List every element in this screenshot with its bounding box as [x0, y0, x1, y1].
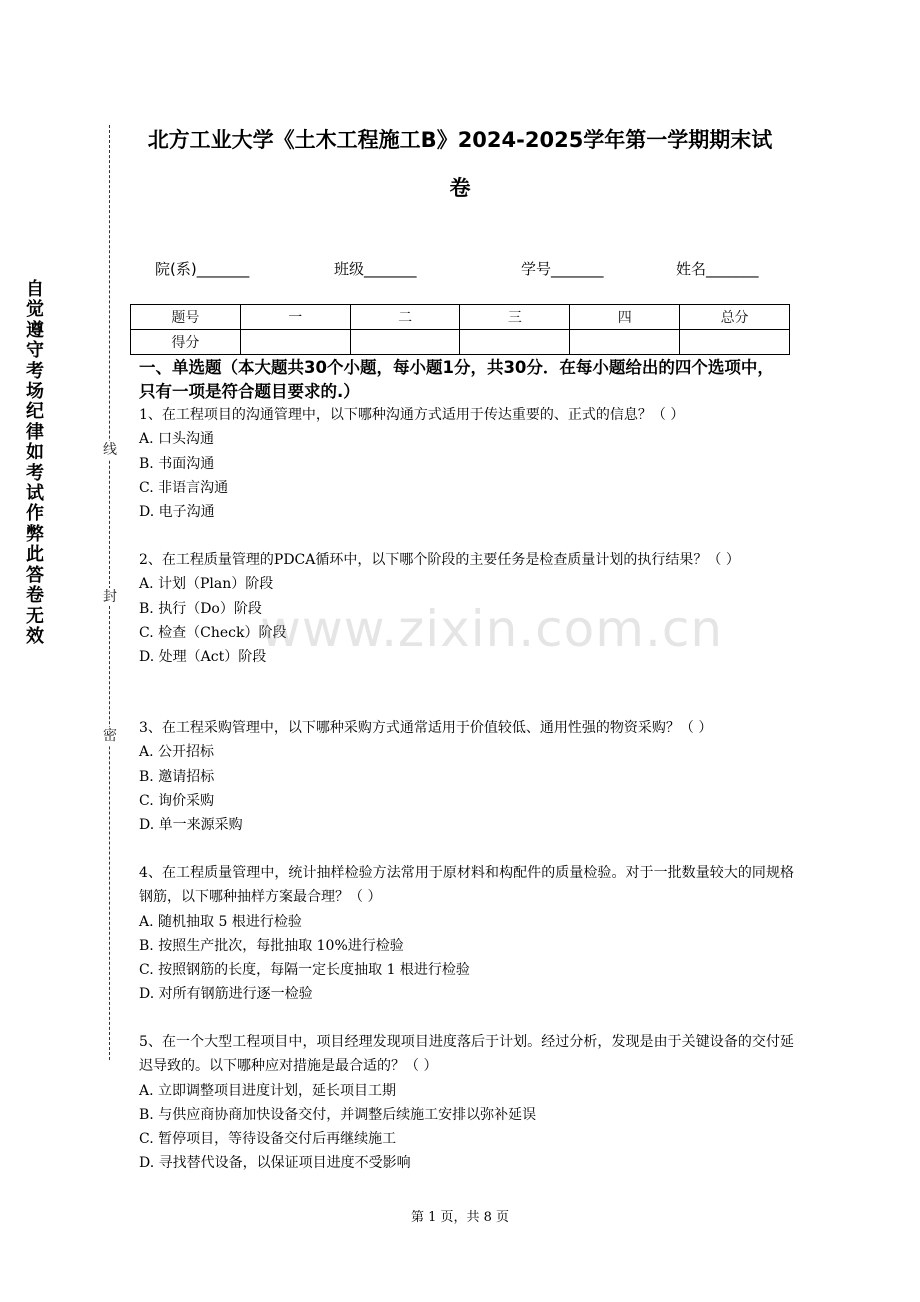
- question-option: D. 寻找替代设备，以保证项目进度不受影响: [139, 1155, 411, 1172]
- section-heading: 一、单选题（本大题共30个小题，每小题1分，共30分．在每小题给出的四个选项中，只有一项是符合题目要求的.）: [139, 358, 774, 401]
- score-table-cell: 总分: [680, 305, 790, 330]
- page-title-line1: 北方工业大学《土木工程施工B》2024-2025学年第一学期期末试: [147, 128, 773, 152]
- department-field: 院(系)_______: [155, 260, 250, 278]
- question-option: A. 计划（Plan）阶段: [139, 576, 274, 593]
- page-footer: 第 1 页，共 8 页: [410, 1210, 510, 1225]
- student-id-field: 学号_______: [521, 260, 604, 278]
- question-stem: 4、在工程质量管理中，统计抽样检验方法常用于原材料和构配件的质量检验。对于一批数量较大的同规格钢筋，以下哪种抽样方案最合理？（ ）: [139, 865, 794, 906]
- question-stem: 2、在工程质量管理的PDCA循环中，以下哪个阶段的主要任务是检查质量计划的执行结果？（ ）: [139, 552, 740, 568]
- exam-discipline-note: 自觉遵守考场纪律如考试作弊此答卷无效: [26, 279, 44, 647]
- score-table-cell: 四: [570, 305, 680, 330]
- score-table-cell: 二: [350, 305, 460, 330]
- score-table-cell: 三: [460, 305, 570, 330]
- question-option: D. 处理（Act）阶段: [139, 649, 267, 666]
- question-option: D. 对所有钢筋进行逐一检验: [139, 986, 313, 1003]
- watermark: www.zixin.com.cn: [260, 600, 724, 658]
- question-option: A. 随机抽取 5 根进行检验: [139, 913, 302, 930]
- question-option: B. 按照生产批次，每批抽取 10%进行检验: [139, 937, 404, 954]
- score-table-cell: [350, 330, 460, 355]
- question-option: C. 按照钢筋的长度，每隔一定长度抽取 1 根进行检验: [139, 962, 470, 979]
- binding-mark-secret: 密: [103, 728, 117, 744]
- binding-mark-seal: 封: [103, 589, 117, 605]
- score-table: [130, 304, 790, 355]
- page-title-line2: 卷: [449, 176, 471, 200]
- question-option: B. 执行（Do）阶段: [139, 600, 262, 617]
- question-option: C. 非语言沟通: [139, 479, 229, 496]
- score-table-cell: [680, 330, 790, 355]
- question-option: C. 暂停项目，等待设备交付后再继续施工: [139, 1131, 397, 1148]
- question-option: B. 邀请招标: [139, 768, 215, 785]
- question-option: A. 立即调整项目进度计划，延长项目工期: [139, 1082, 397, 1099]
- name-field: 姓名_______: [676, 260, 759, 278]
- question-option: B. 书面沟通: [139, 455, 215, 472]
- question-option: B. 与供应商协商加快设备交付，并调整后续施工安排以弥补延误: [139, 1106, 537, 1123]
- question-4: [139, 861, 794, 1007]
- class-field: 班级_______: [334, 260, 417, 278]
- question-stem: 5、在一个大型工程项目中，项目经理发现项目进度落后于计划。经过分析，发现是由于关键设备的交付延迟导致的。以下哪种应对措施是最合适的？（ ）: [139, 1034, 794, 1075]
- question-3: [139, 716, 794, 837]
- question-option: D. 电子沟通: [139, 504, 215, 521]
- question-option: A. 口头沟通: [139, 431, 215, 448]
- question-option: A. 公开招标: [139, 744, 215, 761]
- score-table-header-row: [131, 305, 790, 330]
- binding-mark-line: 线: [103, 442, 117, 458]
- score-table-cell: [240, 330, 350, 355]
- question-stem: 3、在工程采购管理中，以下哪种采购方式通常适用于价值较低、通用性强的物资采购？（ ）: [139, 720, 713, 736]
- question-option: C. 询价采购: [139, 792, 215, 809]
- question-1: [139, 403, 794, 524]
- question-5: [139, 1030, 794, 1176]
- score-table-cell: [570, 330, 680, 355]
- question-option: C. 检查（Check）阶段: [139, 624, 287, 641]
- score-table-cell: 题号: [131, 305, 241, 330]
- score-table-cell: [460, 330, 570, 355]
- score-table-score-row: [131, 330, 790, 355]
- question-stem: 1、在工程项目的沟通管理中，以下哪种沟通方式适用于传达重要的、正式的信息？（ ）: [139, 407, 685, 423]
- score-table-cell: 一: [240, 305, 350, 330]
- score-table-cell: 得分: [131, 330, 241, 355]
- question-option: D. 单一来源采购: [139, 817, 243, 834]
